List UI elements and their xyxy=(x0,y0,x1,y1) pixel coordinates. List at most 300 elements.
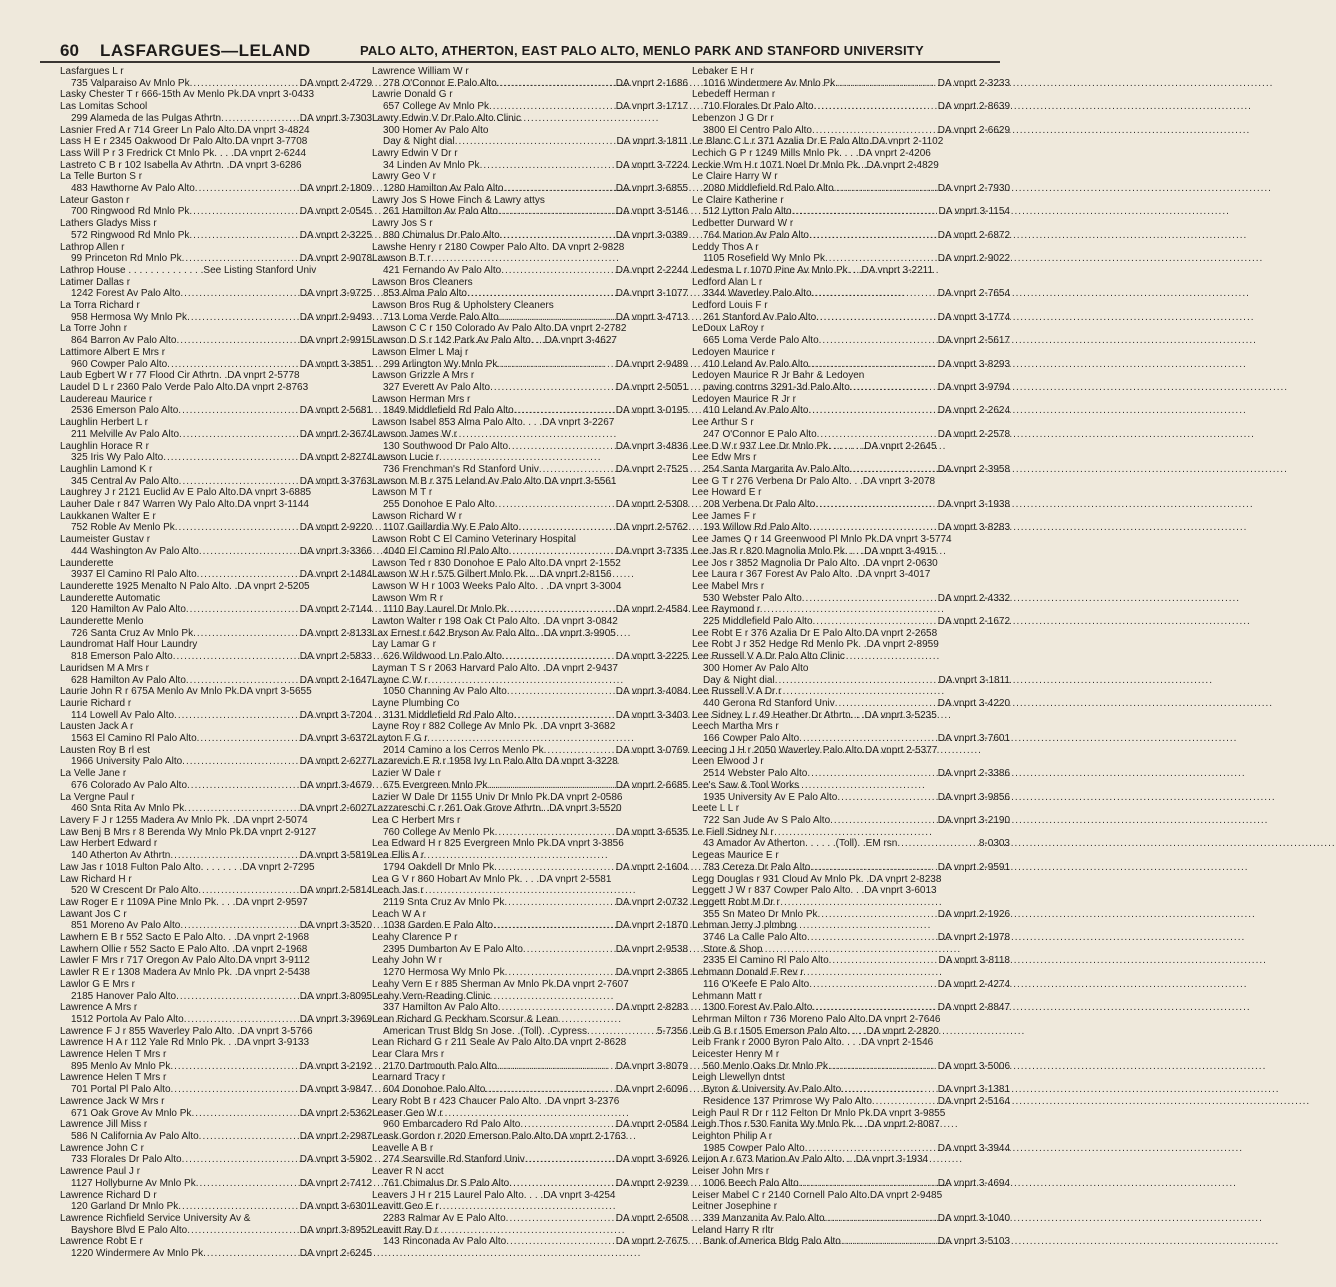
listing-name: Leijon A r 673 Marion Av Palo Alto. . .DA vnprt 3-1934 xyxy=(692,1154,929,1166)
listing-entry xyxy=(372,558,688,570)
phone-number: DA vnprt 3-3403 xyxy=(615,709,688,721)
listing-name: Le Blanc C L r 371 Azalia Dr E Palo Alto.DA vnprt 2-1102 xyxy=(692,136,944,148)
leader-dots xyxy=(490,382,616,394)
listing-name: Lawrence William W r xyxy=(372,66,469,77)
listing-entry xyxy=(692,604,1010,627)
listing-name: Laughlin Herbert L r xyxy=(60,417,149,429)
listing-address: 628 Hamilton Av Palo Alto xyxy=(71,674,186,686)
phone-number: DA vnprt 2-8274 xyxy=(299,452,372,464)
phone-number: DA vnprt 2-5762 xyxy=(615,522,688,534)
listing-line xyxy=(692,1213,1010,1225)
listing-line xyxy=(372,265,688,277)
listing-name: Lawson Grizzle A Mrs r xyxy=(372,370,475,382)
phone-number: DA vnprt 3-6301 xyxy=(299,1201,372,1213)
listing-address: 247 O'Connor E Palo Alto xyxy=(703,428,817,440)
listing-entry xyxy=(372,534,688,557)
listing-name: Lawson Herman Mrs r xyxy=(372,393,471,405)
listing-address: Day & Night dial xyxy=(703,674,775,686)
listing-address: 512 Lytton Palo Alto xyxy=(703,206,792,218)
listing-address: 116 O'Keefe E Palo Alto xyxy=(703,978,810,990)
listing-name: Layman T S r 2063 Harvard Palo Alto. .DA vnprt 2-9437 xyxy=(372,662,618,674)
listing-line xyxy=(60,733,372,745)
running-head: LASFARGUES—LELAND xyxy=(100,41,311,60)
listing-name: Lea Edward H r 825 Evergreen Mnlo Pk.DA vnprt 3-3856 xyxy=(372,838,624,850)
listing-address: 1110 Bay Laurel Dr Mnlo Pk xyxy=(383,604,507,616)
listing-name: Laughlin Horace R r xyxy=(60,440,149,452)
phone-number: DA vnprt 2-0584 xyxy=(615,1119,688,1131)
listing-address: 722 San Jude Av S Palo Alto xyxy=(703,815,831,826)
listing-address: 225 Middlefield Palo Alto xyxy=(703,616,813,628)
leader-dots xyxy=(178,405,299,417)
listing-entry xyxy=(372,792,688,804)
listing-address: 3344 Waverley Palo Alto xyxy=(703,288,812,300)
leader-dots xyxy=(808,405,937,417)
phone-number: DA vnprt 3-6855 xyxy=(615,183,688,195)
listing-entry xyxy=(372,242,688,254)
listing-entry xyxy=(60,1119,372,1142)
listing-line xyxy=(692,862,1010,874)
listing-name: Leicester Henry M r xyxy=(692,1049,780,1061)
leader-dots xyxy=(170,850,299,862)
listing-name: Lawrie Donald G r xyxy=(372,89,453,101)
phone-number: DA vnprt 2-1978 xyxy=(937,932,1010,944)
leader-dots xyxy=(809,979,937,991)
listing-entry xyxy=(60,862,372,874)
listing-name: Lax Ernest r 642 Bryson Av Palo Alto. .DA vnprt 3-9905 xyxy=(372,627,616,639)
listing-entry xyxy=(372,511,688,534)
phone-number: DA vnprt 2-5164 xyxy=(937,1095,1010,1107)
listing-entry xyxy=(372,1049,688,1072)
listing-line xyxy=(372,651,688,663)
listing-line xyxy=(60,522,372,534)
listing-name: La Telle Burton S r xyxy=(60,171,143,183)
listing-address: 255 Donohoe E Palo Alto xyxy=(383,499,495,511)
listing-name: Lasnier Fred A r 714 Greer Ln Palo Alto.DA vnprt 3-4824 xyxy=(60,124,310,136)
phone-number: DA vnprt 3-8079 xyxy=(615,1060,688,1072)
leader-dots xyxy=(505,967,616,979)
phone-number: DA vnprt 3-1811 xyxy=(616,136,688,148)
listing-name: Lasfargues L r xyxy=(60,66,124,77)
listing-line xyxy=(60,359,372,371)
leader-dots xyxy=(163,452,300,464)
listing-entry xyxy=(60,745,372,768)
listing-name: Lawrence Richard D r xyxy=(60,1189,157,1201)
listing-name: Lee Robt J r 352 Hedge Rd Menlo Pk. .DA vnprt 2-8959 xyxy=(692,639,939,651)
listing-name: Lathers Gladys Miss r xyxy=(60,218,157,230)
listing-entry xyxy=(372,721,688,733)
listing-line xyxy=(60,183,372,195)
listing-address: 2119 Snta Cruz Av Mnlo Pk xyxy=(383,896,505,908)
listing-line xyxy=(60,230,372,242)
listing-address: 1935 University Av E Palo Alto xyxy=(703,791,838,803)
listing-line xyxy=(372,464,688,476)
listing-entry xyxy=(692,347,1010,370)
listing-line xyxy=(692,101,1010,113)
leader-dots xyxy=(480,160,616,172)
listing-name: Lea C Herbert Mrs r xyxy=(372,815,461,826)
leader-dots xyxy=(182,756,300,768)
leader-dots xyxy=(191,1108,299,1120)
phone-number: DA vnprt 2-7412 xyxy=(299,1177,372,1189)
listing-address: 410 Leland Av Palo Alto xyxy=(703,358,809,370)
listing-line xyxy=(372,920,688,932)
phone-number: DA vnprt 2-3225 xyxy=(299,229,372,241)
listing-entry xyxy=(60,534,372,557)
listing-name: Leighton Philip A r xyxy=(692,1130,773,1142)
listing-entry xyxy=(372,698,688,721)
listing-name: Lawry Edwin V Dr r xyxy=(372,147,458,159)
listing-line xyxy=(372,944,688,956)
listing-entry xyxy=(60,277,372,300)
listing-address: 853 Alma Palo Alto xyxy=(383,288,467,300)
listing-address: 261 Stanford Av Palo Alto xyxy=(703,311,817,323)
listing-name: Leigh Thos r 530 Fanita Wy Mnlo Pk. . .DA vnprt 2-8087 xyxy=(692,1119,940,1131)
listing-name: Lawson Bros Rug & Upholstery Cleaners xyxy=(372,300,554,312)
listing-address: 300 Homer Av Palo Alto xyxy=(383,124,489,136)
listing-name: Leavelle A B r xyxy=(372,1142,434,1154)
listing-entry xyxy=(692,441,1010,453)
listing-entry xyxy=(372,569,688,581)
listing-entry xyxy=(60,1049,372,1072)
phone-number: DA vnprt 2-5814 xyxy=(299,885,372,897)
listing-entry xyxy=(372,932,688,955)
listing-address: 761 Chimalus Dr S Palo Alto xyxy=(383,1177,510,1189)
listing-address: 143 Rinconada Av Palo Alto xyxy=(383,1236,507,1248)
listing-entry xyxy=(692,546,1010,558)
listing-name: Lee Jas R r 820 Magnolia Mnlo Pk. . . .DA vnprt 3-4915 xyxy=(692,545,937,557)
leader-dots xyxy=(488,780,616,792)
listing-entry xyxy=(60,195,372,218)
listing-entry xyxy=(692,511,1010,534)
listing-name: Laudel D L r 2360 Palo Verde Palo Alto.DA vnprt 2-8763 xyxy=(60,381,309,393)
listing-entry xyxy=(692,323,1010,346)
leader-dots xyxy=(817,429,938,441)
listing-name: Leavitt Ray D r xyxy=(372,1224,439,1236)
leader-dots xyxy=(514,710,616,722)
leader-dots xyxy=(841,1084,938,1096)
phone-number: DA vnprt 3-3969 xyxy=(299,1013,372,1025)
listing-name: Launderette Menlo xyxy=(60,616,144,628)
listing-entry xyxy=(372,909,688,932)
listing-name: Lawrence Jill Miss r xyxy=(60,1119,148,1131)
listing-line xyxy=(60,803,372,815)
listing-entry xyxy=(692,370,1010,393)
listing-entry xyxy=(60,89,372,101)
leader-dots xyxy=(835,78,938,90)
listing-line xyxy=(692,1096,1010,1108)
phone-number: DA vnprt 3-8952 xyxy=(299,1224,372,1236)
listing-entry xyxy=(692,1026,1010,1038)
listing-entry xyxy=(692,1201,1010,1224)
listing-entry xyxy=(372,979,688,991)
listing-entry xyxy=(372,1201,688,1224)
listing-name: Lebaker E H r xyxy=(692,66,754,77)
listing-address: 2283 Ralmar Av E Palo Alto xyxy=(383,1212,506,1224)
listing-line xyxy=(60,675,372,687)
leader-dots xyxy=(587,1026,657,1038)
listing-entry xyxy=(60,1143,372,1166)
listing-entry xyxy=(60,242,372,265)
listing-line xyxy=(60,1108,372,1120)
listing-name: Layton F G r xyxy=(372,733,428,745)
listing-entry xyxy=(692,745,1010,757)
listing-entry xyxy=(692,1190,1010,1202)
listing-entry xyxy=(692,277,1010,300)
listing-name: Leaver R N acct xyxy=(372,1166,444,1178)
listing-address: 166 Cowper Palo Alto xyxy=(703,733,800,745)
listing-name: Le Claire Katherine r xyxy=(692,194,784,206)
listing-name: Lea Ellis A r xyxy=(372,850,425,862)
listing-name: Leecing J H r 2050 Waverley Palo Alto.DA vnprt 2-5377 xyxy=(692,744,938,756)
phone-number: DA vnprt 3-3944 xyxy=(937,1142,1010,1154)
phone-number: DA vnprt 2-5681 xyxy=(299,405,372,417)
listing-line xyxy=(372,862,688,874)
listing-name: Lawrence Richfield Service University Av & xyxy=(60,1212,251,1224)
phone-number: DA vnprt 3-3851 xyxy=(299,358,372,370)
leader-dots xyxy=(495,827,616,839)
listing-name: Lee Russell V A Dr Palo Alto Clinic xyxy=(692,651,845,663)
leader-dots xyxy=(872,1096,938,1108)
listing-name: Lathrop Allen r xyxy=(60,241,125,253)
listing-address: 701 Portal Pl Palo Alto xyxy=(71,1084,171,1096)
listing-address: 1300 Forest Av Palo Alto xyxy=(703,1002,813,1014)
listing-name: Lee James F r xyxy=(692,510,756,522)
listing-address: 261 Hamilton Av Palo Alto xyxy=(383,206,498,218)
phone-number: DA vnprt 3-1040 xyxy=(937,1212,1010,1224)
listing-line xyxy=(692,815,1010,827)
listing-line xyxy=(692,312,1010,324)
listing-address: 657 College Av Mnlo Pk xyxy=(383,101,489,113)
listing-name: Lasky Chester T r 666-15th Av Menlo Pk.DA vnprt 3-0433 xyxy=(60,89,315,101)
listing-name: Leask Gordon r 2020 Emerson Palo Alto.DA vnprt 2-1763 xyxy=(372,1130,627,1142)
listing-name: Laurie John R r 675A Menlo Av Mnlo Pk.DA vnprt 3-5655 xyxy=(60,686,312,698)
phone-number: DA vnprt 3-7204 xyxy=(299,709,372,721)
leader-dots xyxy=(493,920,616,932)
phone-number: DA vnprt 3-1717 xyxy=(615,101,688,113)
leader-dots xyxy=(807,768,937,780)
listing-line xyxy=(372,1154,688,1166)
leader-dots xyxy=(802,593,938,605)
leader-dots xyxy=(829,955,939,967)
leader-dots xyxy=(175,522,300,534)
phone-number: DA vnprt 2-7144 xyxy=(299,604,372,616)
listing-entry xyxy=(60,1026,372,1038)
listing-address: 339 Manzanita Av Palo Alto xyxy=(703,1212,825,1224)
listing-name: Leib Frank r 2000 Byron Palo Alto. . . .DA vnprt 2-1546 xyxy=(692,1037,934,1049)
leader-dots xyxy=(199,1131,300,1143)
listing-entry xyxy=(692,967,1010,990)
listing-name: Laudereau Maurice r xyxy=(60,393,153,405)
listing-entry xyxy=(60,593,372,616)
listing-name: Leahy Clarence P r xyxy=(372,932,458,944)
phone-number: DA vnprt 2-3233 xyxy=(937,77,1010,89)
listing-entry xyxy=(60,1096,372,1119)
listing-name: Laughlin Lamond K r xyxy=(60,463,153,475)
listing-line xyxy=(60,850,372,862)
listing-line xyxy=(372,160,688,172)
listing-entry xyxy=(372,277,688,300)
listing-entry xyxy=(692,195,1010,218)
listing-entry xyxy=(372,874,688,886)
phone-number: DA vnprt 2-2987 xyxy=(299,1130,372,1142)
listing-entry xyxy=(372,581,688,593)
listing-line xyxy=(372,1178,688,1190)
listing-line xyxy=(692,1002,1010,1014)
listing-name: Le Fiell Sidney N r xyxy=(692,826,774,838)
listing-name: Le Claire Harry W r xyxy=(692,171,778,183)
listing-name: Lawrence Helen T Mrs r xyxy=(60,1072,167,1084)
listing-entry xyxy=(692,1108,1010,1120)
phone-number: DA vnprt 3-4084 xyxy=(615,686,688,698)
listing-address: 3131 Middlefield Rd Palo Alto xyxy=(383,709,514,721)
phone-number: DA vnprt 2-6277 xyxy=(299,756,372,768)
listing-entry xyxy=(372,593,688,616)
listing-name: Lawrence F J r 855 Waverley Palo Alto. .DA vnprt 3-5766 xyxy=(60,1025,313,1037)
listing-entry xyxy=(692,487,1010,510)
listing-entry xyxy=(692,885,1010,897)
leader-dots xyxy=(176,991,300,1003)
listing-name: Lawry Jos S r xyxy=(372,218,433,230)
listing-entry xyxy=(60,581,372,593)
phone-number: DA vnprt 3-7335 xyxy=(615,545,688,557)
listing-line xyxy=(372,745,688,757)
listing-name: Leach W A r xyxy=(372,908,426,920)
listing-name: Laukkanen Walter E r xyxy=(60,510,156,522)
listing-name: Lee Laura r 367 Forest Av Palo Alto. .DA vnprt 3-4017 xyxy=(692,569,931,581)
listing-address: 254 Santa Margarita Av Palo Alto xyxy=(703,463,850,475)
listing-address: Day & Night dial xyxy=(383,136,455,148)
listing-entry xyxy=(60,616,372,639)
listing-address: 752 Roble Av Menlo Pk xyxy=(71,522,175,534)
listing-name: Lee Edw Mrs r xyxy=(692,452,757,464)
listing-name: Lawson Isabel 853 Alma Palo Alto. . . .DA vnprt 3-2267 xyxy=(372,417,615,429)
phone-number: DA vnprt 3-5146 xyxy=(615,206,688,218)
listing-entry xyxy=(60,511,372,534)
listing-name: Laurie Richard r xyxy=(60,697,132,709)
listing-name: Lawrence Jack W Mrs r xyxy=(60,1095,165,1107)
listing-line xyxy=(60,1061,372,1073)
listing-line xyxy=(372,710,688,722)
listing-entry xyxy=(60,218,372,241)
listing-name: Lawson W H r 575 Gilbert Mnlo Pk. . .DA vnprt 2-8156 xyxy=(372,569,612,581)
listing-entry xyxy=(372,1166,688,1189)
listing-line xyxy=(692,733,1010,745)
leader-dots xyxy=(812,125,938,137)
listing-entry xyxy=(692,1154,1010,1166)
phone-number: DA vnprt 2-1672 xyxy=(937,616,1010,628)
listing-address: 626 Wildwood Ln Palo Alto xyxy=(383,651,502,663)
listing-entry xyxy=(692,476,1010,488)
phone-number: DA vnprt 3-1774 xyxy=(937,311,1010,323)
leader-dots xyxy=(197,569,300,581)
listing-name: Lechich G P r 1249 Mills Mnlo Pk. . . .DA vnprt 2-4206 xyxy=(692,147,931,159)
listing-line xyxy=(692,125,1010,137)
phone-number: DA vnprt 3-3763 xyxy=(299,475,372,487)
listing-entry xyxy=(372,1190,688,1202)
phone-number: DA vnprt 3-7601 xyxy=(937,733,1010,745)
listing-entry xyxy=(60,768,372,791)
listing-entry xyxy=(60,558,372,581)
listing-entry xyxy=(692,1072,1010,1107)
phone-number: DA vnprt 3-9856 xyxy=(937,791,1010,803)
phone-number: DA vnprt 2-3386 xyxy=(937,768,1010,780)
phone-number: DA vnprt 3-8118 xyxy=(938,955,1010,967)
listing-line xyxy=(692,206,1010,218)
leader-dots xyxy=(814,101,938,113)
listing-address: 560 Menlo Oaks Dr Mnlo Pk xyxy=(703,1060,829,1072)
listing-name: Lay Lamar G r xyxy=(372,639,436,651)
column-2 xyxy=(372,66,688,1248)
listing-name: Lawson Elmer L Maj r xyxy=(372,346,469,358)
listing-entry xyxy=(372,195,688,218)
listing-line xyxy=(372,288,688,300)
phone-number: DA vnprt 2-1809 xyxy=(299,183,372,195)
listing-line xyxy=(60,885,372,897)
leader-dots xyxy=(809,230,938,242)
listing-line xyxy=(372,206,688,218)
leader-dots xyxy=(818,909,938,921)
listing-address: 278 O'Connor E Palo Alto xyxy=(383,77,497,89)
listing-address: 114 Lowell Av Palo Alto xyxy=(71,709,175,721)
listing-address: 483 Hawthorne Av Palo Alto xyxy=(71,183,195,195)
listing-address: 34 Linden Av Mnlo Pk xyxy=(383,159,480,171)
listing-name: Lawrence Robt E r xyxy=(60,1236,143,1248)
listing-name: Lebedeff Herman r xyxy=(692,89,776,101)
listing-entry xyxy=(692,827,1010,850)
leader-dots xyxy=(805,1143,938,1155)
listing-name: Lehmann Matt r xyxy=(692,990,763,1002)
listing-name: Lee Raymond r xyxy=(692,604,761,616)
listing-line xyxy=(372,101,688,113)
leader-dots xyxy=(825,253,938,265)
listing-entry xyxy=(692,639,1010,651)
leader-dots xyxy=(196,1178,300,1190)
listing-line xyxy=(60,452,372,464)
leader-dots xyxy=(841,1236,938,1248)
leader-dots xyxy=(850,382,938,394)
phone-number: DA vnprt 2-2578 xyxy=(937,428,1010,440)
listing-name: Legeas Maurice E r xyxy=(692,850,779,862)
leader-dots xyxy=(195,183,300,195)
listing-entry xyxy=(60,265,372,277)
listing-address: 764 Marion Av Palo Alto xyxy=(703,229,809,241)
listing-line xyxy=(692,932,1010,944)
listing-entry xyxy=(692,1166,1010,1189)
listing-name: Lawshe Henry r 2180 Cowper Palo Alto. DA vnprt 2-9828 xyxy=(372,241,625,253)
leader-dots xyxy=(186,604,300,616)
listing-address: 327 Everett Av Palo Alto xyxy=(383,381,491,393)
listing-entry xyxy=(692,628,1010,640)
listing-entry xyxy=(692,136,1010,148)
listing-name: Ledoyen Maurice r xyxy=(692,346,775,358)
leader-dots xyxy=(828,1061,938,1073)
leader-dots xyxy=(503,183,615,195)
listing-line xyxy=(60,429,372,441)
listing-address: 671 Oak Grove Av Mnlo Pk xyxy=(71,1107,192,1119)
phone-number: DA vnprt 2-9493 xyxy=(299,311,372,323)
listing-address: 1050 Channing Av Palo Alto xyxy=(383,686,507,698)
listing-entry xyxy=(60,1190,372,1213)
listing-entry xyxy=(692,148,1010,160)
phone-number: DA vnprt 3-7303 xyxy=(299,112,372,124)
listing-name: Lathrop House . . . . . . . . . . . . . .See Listing Stanford Univ xyxy=(60,264,317,276)
listing-address: 818 Emerson Palo Alto xyxy=(71,651,173,663)
listing-address: 735 Valparaiso Av Mnlo Pk xyxy=(71,77,190,89)
listing-entry xyxy=(372,675,688,698)
listing-entry xyxy=(372,1014,688,1037)
leader-dots xyxy=(850,464,938,476)
listing-address: 130 Southwood Dr Palo Alto xyxy=(383,440,509,452)
